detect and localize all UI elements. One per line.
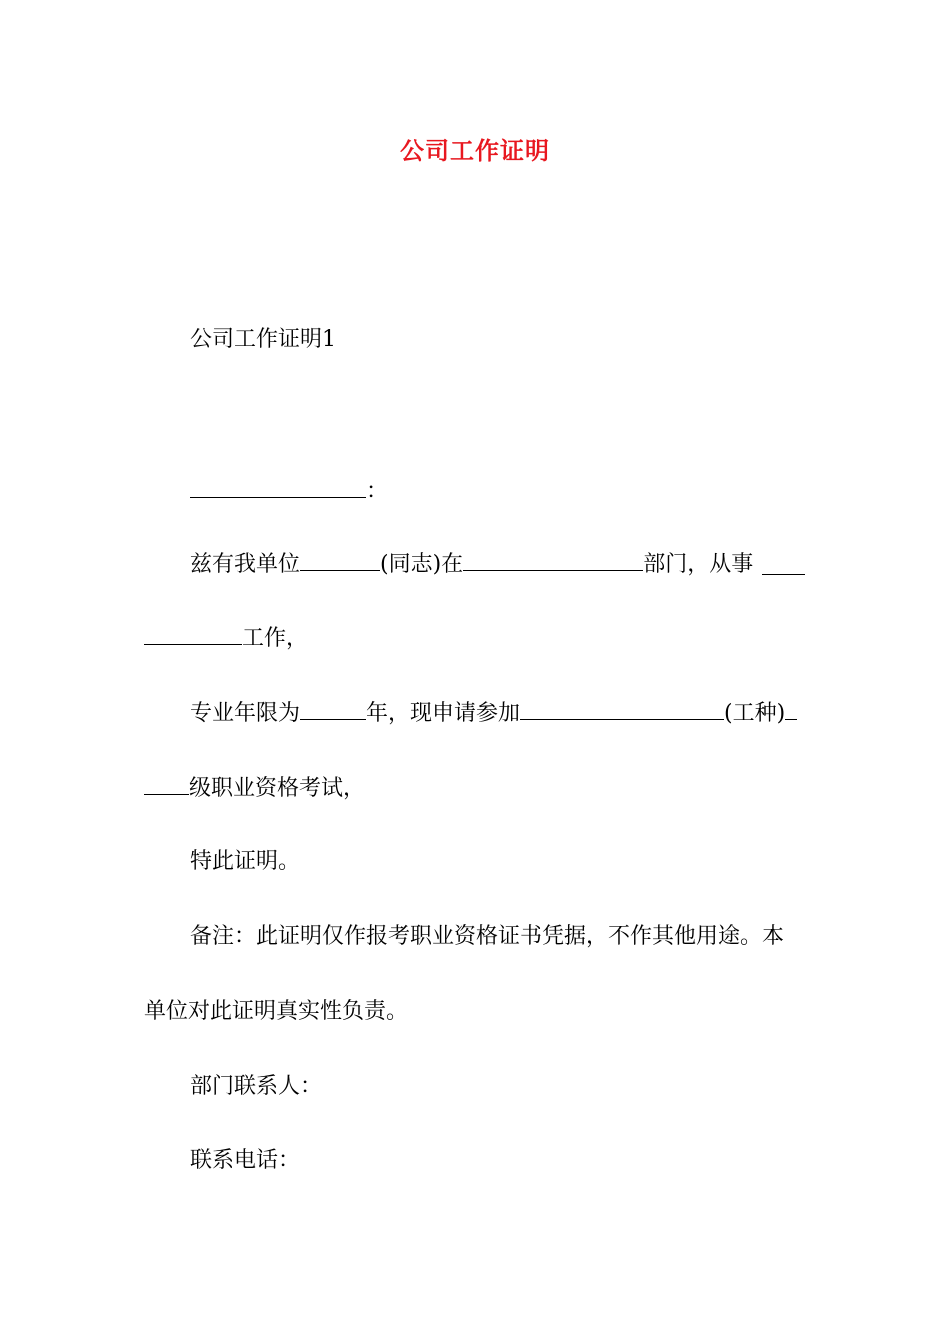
occupation-blank-start [762, 573, 805, 575]
contact-person-label: 部门联系人： [190, 1074, 323, 1099]
name-blank [300, 548, 380, 571]
recipient-blank [190, 475, 366, 498]
text-segment: 级职业资格考试， [189, 776, 366, 801]
department-blank [463, 548, 643, 571]
text-segment: 兹有我单位 [190, 552, 301, 577]
text-segment: 工作， [242, 626, 309, 651]
text-segment: (工种) [724, 701, 786, 726]
salutation-line [190, 475, 388, 508]
exam-blank [520, 697, 724, 720]
occupation-blank [144, 622, 242, 645]
contact-phone-label: 联系电话： [190, 1148, 301, 1173]
level-blank-start [785, 697, 797, 720]
paragraph-exam-line2 [144, 772, 365, 805]
document-title: 公司工作证明 [400, 137, 550, 165]
text-segment: 专业年限为 [190, 701, 301, 726]
paragraph-exam-line1 [190, 697, 797, 730]
years-blank [300, 697, 366, 720]
text-segment: (同志)在 [380, 552, 464, 577]
text-segment: 部门，从事 [643, 552, 754, 577]
note-line-2: 单位对此证明真实性负责。 [144, 999, 409, 1024]
level-blank [144, 772, 189, 795]
certification-statement: 特此证明。 [190, 849, 301, 874]
section-heading: 公司工作证明1 [190, 327, 336, 352]
paragraph-employment-line1 [190, 548, 753, 581]
paragraph-employment-line2 [144, 622, 308, 655]
salutation-colon: ： [366, 479, 389, 504]
note-line-1: 备注：此证明仅作报考职业资格证书凭据，不作其他用途。本 [190, 924, 785, 949]
text-segment: 年，现申请参加 [366, 701, 521, 726]
